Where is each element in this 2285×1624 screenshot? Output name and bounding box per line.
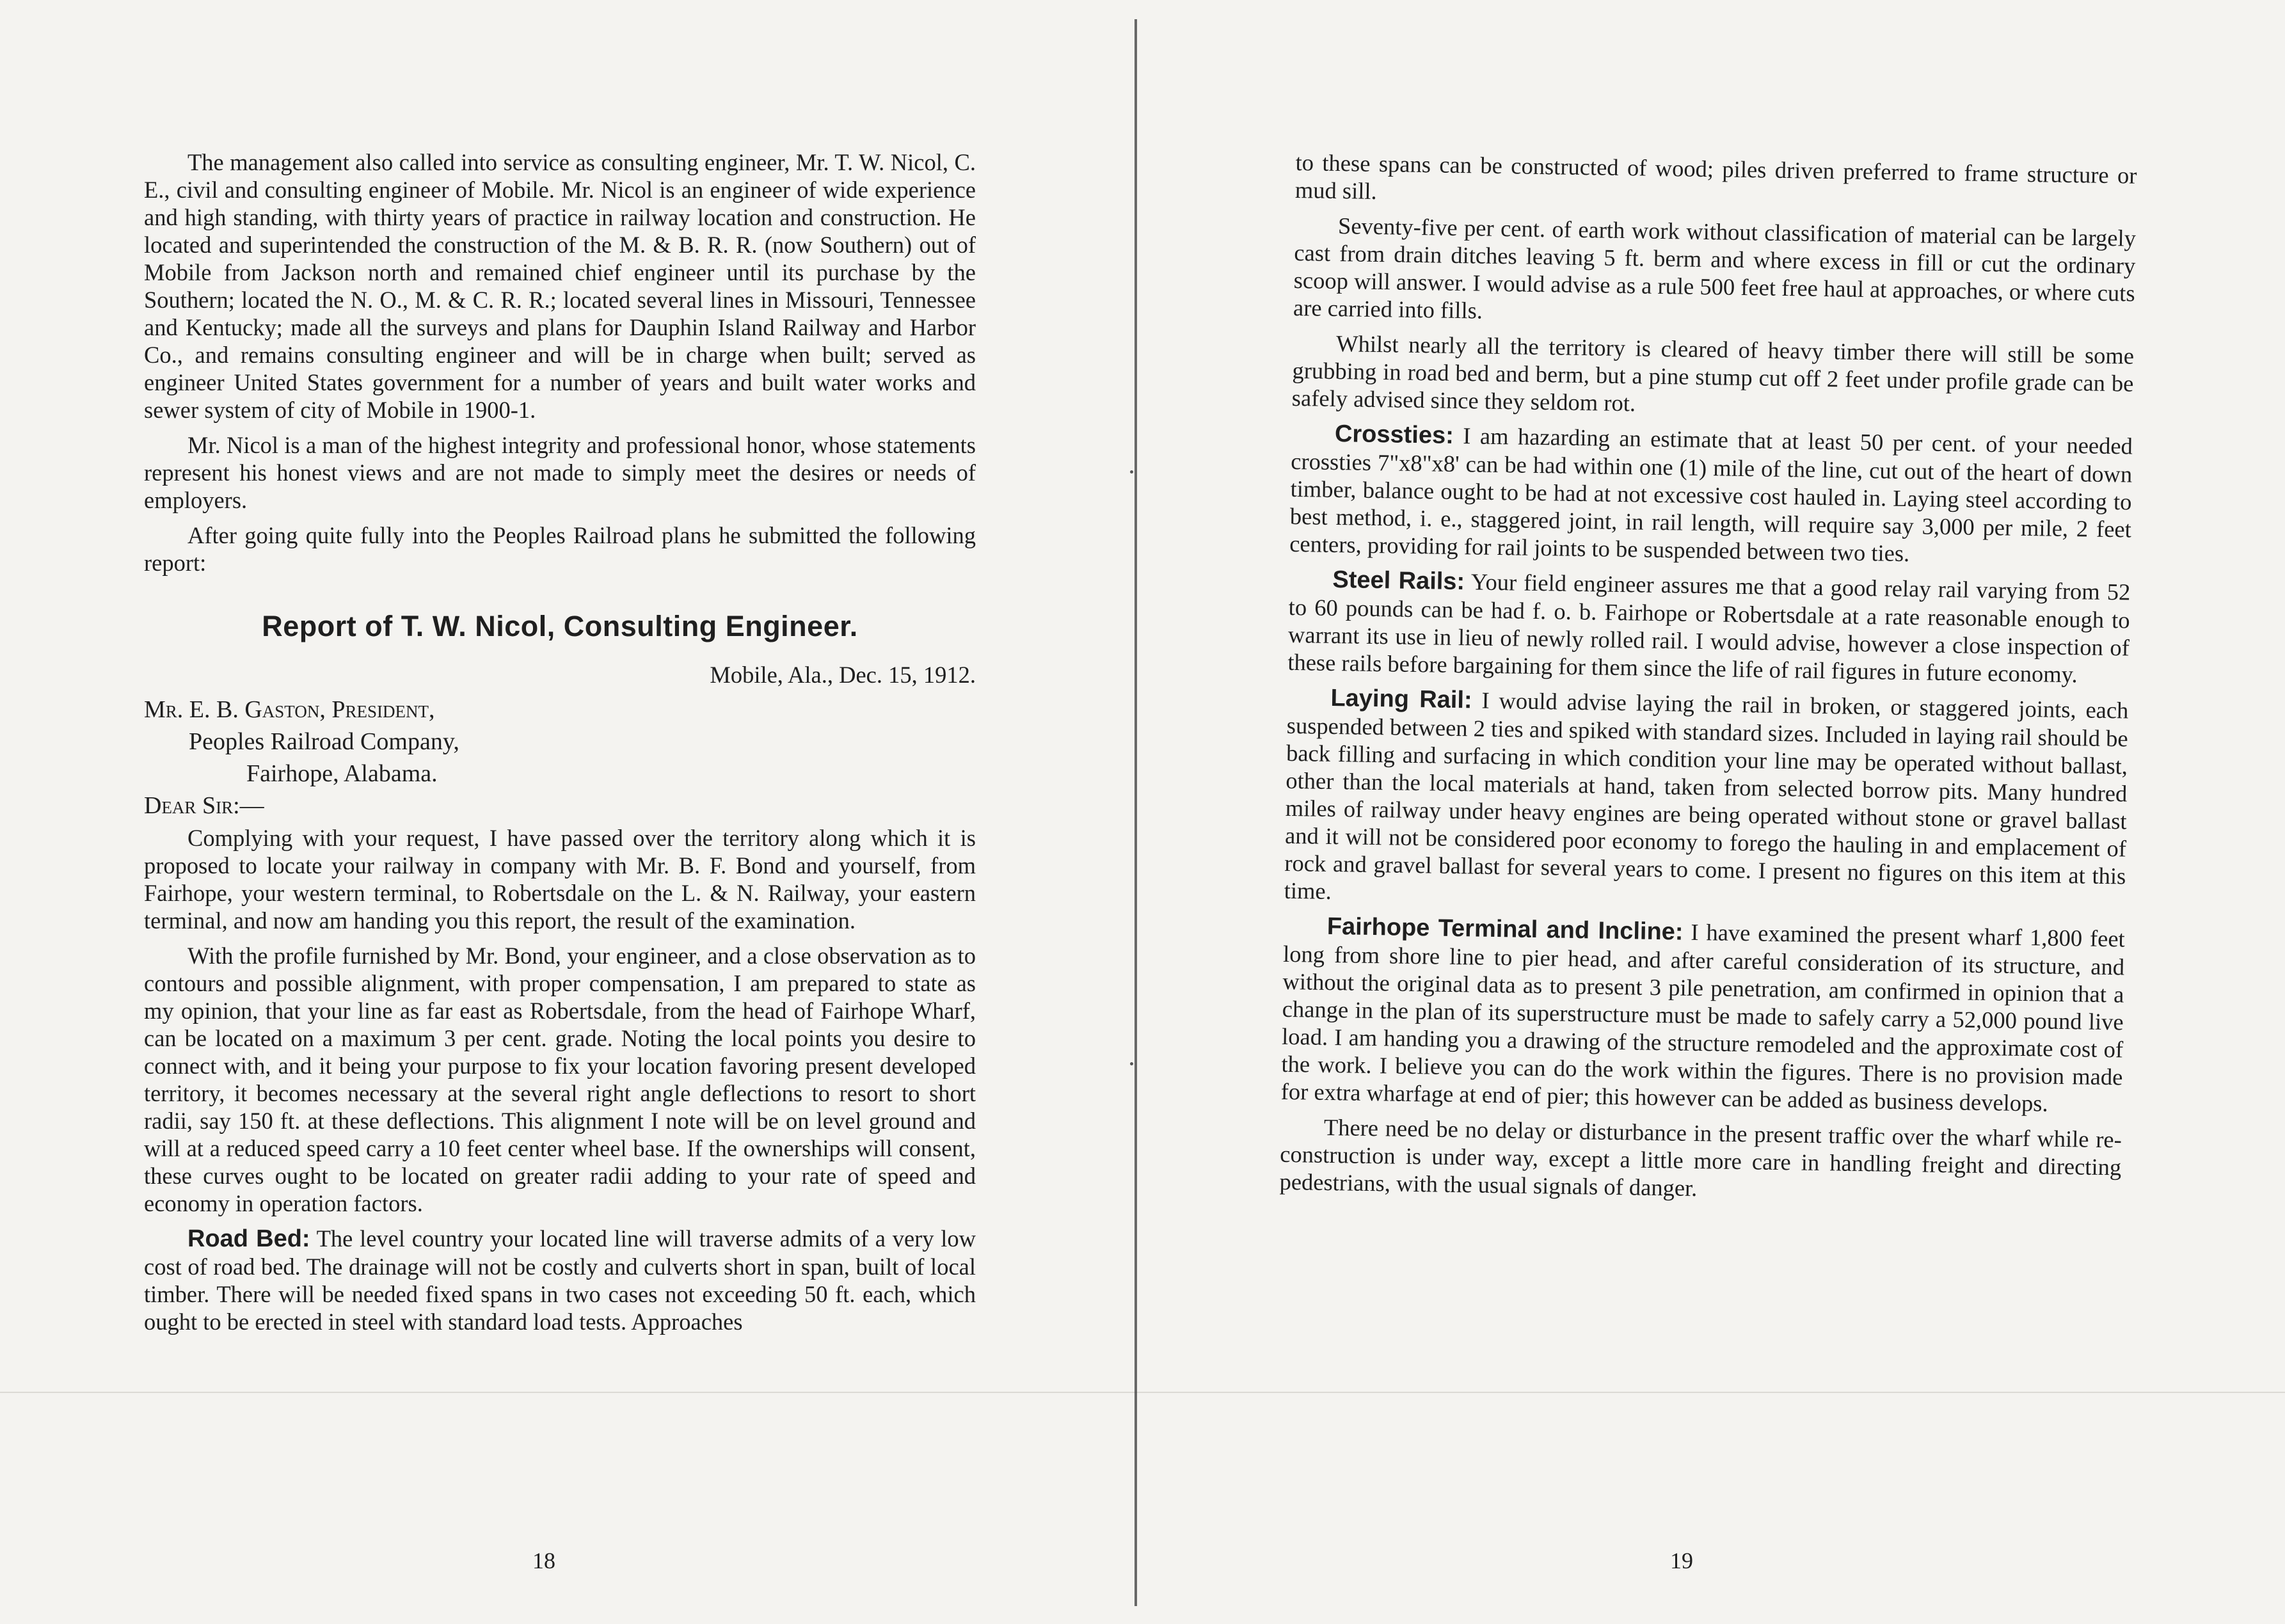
steel-rails-text: Your field engineer assures me that a good relay rail varying from 52 to 60 pounds can be had f. o. b. Fairhope or Robertsdale at a rate reasonable enough to warrant its use in lieu of newly rolled rail. I would advise, however a close inspection of these rails before bargaining for them since the life of rail figures in future economy.	[1287, 568, 2131, 688]
gutter-speck	[1130, 1062, 1133, 1065]
paragraph-crossties	[1289, 419, 2133, 571]
paragraph-road-bed	[144, 1225, 976, 1335]
report-heading: Report of T. W. Nicol, Consulting Engineer.	[262, 610, 858, 642]
crossties-label: Crossties:	[1334, 420, 1454, 449]
fairhope-terminal-text: I have examined the present wharf 1,800 feet long from shore line to pier head, and after careful consideration of its structure, and without the original data as to present 3 pile penetration, am confirmed in opinion that a change in the plan of its superstructure must be made to safely carry a 52,000 pound live load. I am handing you a drawing of the structure remodeled and the approximate cost of the work. I believe you can do the work within the figures. There is no provision made for extra wharfage at end of pier; this however can be added as business develops.	[1280, 918, 2126, 1117]
road-bed-text: The level country your located line will traverse admits of a very low cost of road bed. The drainage will not be costly and culverts short in span, built of local timber. There will be needed fixed spans in two cases not exceeding 50 ft. each, which ought to be erected in steel with standard load tests. Approaches	[144, 1225, 976, 1335]
address-line-recipient: Mr. E. B. Gaston, President,	[144, 696, 435, 723]
page-fold-line	[0, 1392, 2285, 1393]
paragraph-integrity: Mr. Nicol is a man of the highest integrity and professional honor, whose statements represent his honest views and are not made to simply meet the desires or needs of employers.	[144, 432, 976, 513]
crossties-text: I am hazarding an estimate that at least 50 per cent. of your needed crossties 7"x8"x8' can be had within one (1) mile of the line, cut out of the heart of down timber, balance ought to be had at not excessive cost hauled in. Laying steel according to best method, i. e., staggered joint, in rail length, will require say 3,000 per mile, 2 feet centers, providing for rail joints to be suspended between two ties.	[1289, 422, 2133, 567]
road-bed-label: Road Bed:	[187, 1225, 310, 1252]
address-line-location: Fairhope, Alabama.	[246, 760, 438, 787]
paragraph-complying: Complying with your request, I have passed over the territory along which it is proposed to locate your railway in company with Mr. B. F. Bond and yourself, from Fairhope, your western terminal, to Robertsdale on the L. & N. Railway, your eastern terminal, and now am handing you this report, the result of the examination.	[144, 825, 976, 934]
book-gutter	[1135, 19, 1137, 1606]
paragraph-timber: Whilst nearly all the territory is cleared of heavy timber there will still be some grubbing in road bed and berm, but a pine stump cut off 2 feet under profile grade can be safely advised since they seldom rot.	[1291, 330, 2135, 417]
paragraph-steel-rails	[1287, 565, 2131, 689]
laying-rail-label: Laying Rail:	[1330, 684, 1472, 714]
paragraph-spans-continued: to these spans can be constructed of wood; piles driven preferred to frame structure or mud sill.	[1294, 148, 2137, 204]
laying-rail-text: I would advise laying the rail in broken, or staggered joints, each suspended between 2 ties and spiked with standard sizes. Included in laying rail should be back filling and surfacing in which condition your line may be operated without ballast, other than the local materials at hand, taken from selected borrow pits. Many hundred miles of railway under heavy engines are being operated without stone or gravel ballast and it will not be considered poor economy to forego the hauling in and emplacement of rock and gravel ballast for several years to come. I present no figures on this item at this time.	[1284, 687, 2129, 905]
fairhope-terminal-label: Fairhope Terminal and Incline:	[1326, 912, 1684, 946]
paragraph-earth-work: Seventy-five per cent. of earth work without classification of material can be largely cast from drain ditches leaving 5 ft. berm and where excess in fill or cut the ordinary scoop will answer. I would advise as a rule 500 feet free haul at approaches, or where cuts are carried into fills.	[1293, 212, 2137, 324]
paragraph-profile: With the profile furnished by Mr. Bond, your engineer, and a close observation as to contours and possible alignment, with proper compensation, I am prepared to state as my opinion, that your line as far east as Robertsdale, from the head of Fairhope Wharf, can be located on a maximum 3 per cent. grade. Noting the local points you desire to connect with, and it being your purpose to fix your location favoring present developed territory, it becomes necessary at the several right angle deflections to resort to short radii, say 150 ft. at these deflections. This alignment I note will be on level ground and will at a reduced speed carry a 10 feet center wheel base. If the ownerships will consent, these curves ought to be located on greater radii adding to your rate of speed and economy in operation factors.	[144, 943, 976, 1216]
letter-address	[144, 694, 976, 822]
letter-salutation: Dear Sir:—	[144, 792, 264, 819]
paragraph-consulting-engineer: The management also called into service as consulting engineer, Mr. T. W. Nicol, C. E., civil and consulting engineer of Mobile. Mr. Nicol is an engineer of wide experience and high standing, with thirty years of practice in railway location and construction. He located and superintended the construction of the M. & B. R. R. (now Southern) out of Mobile from Jackson north and remained chief engineer until its purchase by the Southern; located the N. O., M. & C. R. R.; located several lines in Missouri, Tennessee and Kentucky; made all the surveys and plans for Dauphin Island Railway and Harbor Co., and remains consulting engineer and will be in charge when built; served as engineer United States government for a number of years and built water works and sewer system of city of Mobile in 1900-1.	[144, 149, 976, 423]
paragraph-laying-rail	[1284, 683, 2128, 918]
steel-rails-label: Steel Rails:	[1332, 566, 1465, 596]
paragraph-closing: There need be no delay or disturbance in the present traffic over the wharf while re-construction is under way, except a little more care in handling freight and directing pedestrians, with the usual signals of danger.	[1279, 1113, 2122, 1202]
paragraph-report-intro: After going quite fully into the Peoples Railroad plans he submitted the following report:	[144, 522, 976, 576]
left-page	[144, 148, 976, 1343]
page-number-left: 18	[532, 1548, 555, 1573]
address-line-company: Peoples Railroad Company,	[189, 728, 459, 755]
letter-dateline: Mobile, Ala., Dec. 15, 1912.	[710, 662, 976, 688]
paragraph-fairhope-terminal	[1281, 912, 2126, 1118]
page-number-right: 19	[1670, 1548, 1693, 1573]
gutter-speck	[1130, 470, 1133, 474]
right-page	[1279, 148, 2137, 1216]
